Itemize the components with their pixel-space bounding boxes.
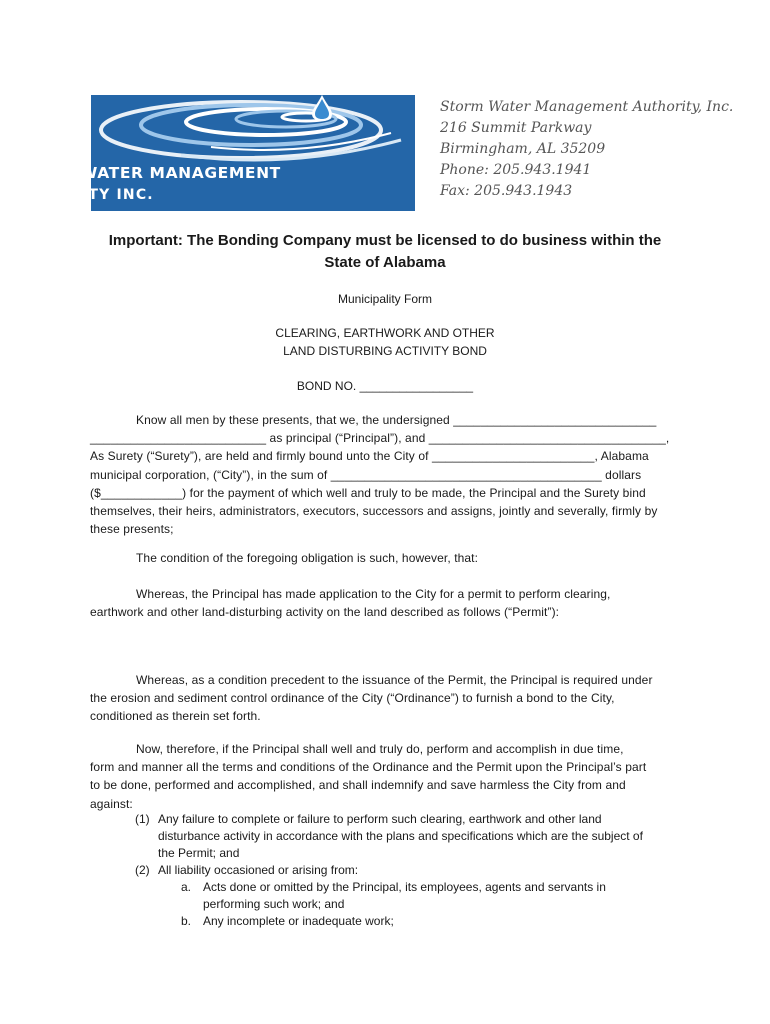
para-line: Now, therefore, if the Principal shall well and truly do, perform and accomplish in due time, (136, 742, 624, 756)
list-letter: a. (181, 880, 192, 894)
address-block (440, 97, 740, 202)
list-line: All liability occasioned or arising from: (158, 863, 359, 877)
para-line: The condition of the foregoing obligation is such, however, that: (136, 551, 479, 565)
list-number: (1) (135, 812, 150, 826)
obligations-list (90, 811, 682, 930)
bond-number-field: BOND NO. _________________ (296, 379, 474, 393)
para-line: these presents; (90, 522, 174, 537)
list-letter: b. (181, 914, 192, 928)
list-line: the Permit; and (158, 846, 240, 860)
know-all-men-paragraph (90, 411, 682, 538)
para-line: As Surety (“Surety”), are held and firmly bound unto the City of ________________________, Alabama (90, 449, 649, 464)
org-name: Storm Water Management Authority, Inc. (440, 99, 734, 115)
now-therefore-paragraph (90, 740, 682, 813)
whereas-permit-paragraph (90, 585, 682, 621)
para-line: form and manner all the terms and conditions of the Ordinance and the Permit upon the Principal’s part (90, 760, 647, 775)
street-address: 216 Summit Parkway (440, 120, 592, 136)
logo-text-line1: STORM WATER MANAGEMENT (9, 164, 281, 182)
para-line: municipal corporation, (“City”), in the sum of ________________________________________ dollars (90, 467, 642, 482)
list-line: performing such work; and (203, 897, 345, 911)
para-line: against: (90, 796, 133, 811)
city-state-zip: Birmingham, AL 35209 (440, 141, 606, 157)
bond-title-line2: LAND DISTURBING ACTIVITY BOND (283, 344, 487, 358)
list-line: Any failure to complete or failure to perform such clearing, earthwork and other land (158, 812, 602, 826)
list-item (90, 811, 682, 862)
para-line: ($____________) for the payment of which well and truly to be made, the Principal and the Surety bind (90, 485, 646, 500)
heading-line2: State of Alabama (324, 254, 446, 271)
whereas-ordinance-paragraph (90, 671, 682, 726)
para-line: themselves, their heirs, administrators, executors, successors and assigns, jointly and severally, firmly by (90, 504, 658, 519)
para-line: Whereas, the Principal has made application to the City for a permit to perform clearing, (136, 587, 611, 601)
fax-number: Fax: 205.943.1943 (440, 183, 573, 199)
list-line: disturbance activity in accordance with the plans and specifications which are the subject of (158, 829, 643, 843)
condition-paragraph (90, 549, 682, 567)
list-subitem (90, 913, 682, 930)
bond-title-line1: CLEARING, EARTHWORK AND OTHER (275, 326, 495, 340)
logo-text-line2: AUTHORITY INC. (9, 187, 154, 203)
phone-number: Phone: 205.943.1941 (440, 162, 592, 178)
heading-line1: Important: The Bonding Company must be licensed to do business within the (108, 232, 662, 249)
para-line: the erosion and sediment control ordinance of the City (“Ordinance”) to furnish a bond to the City, (90, 691, 615, 706)
list-item (90, 862, 682, 879)
para-line: earthwork and other land-disturbing activity on the land described as follows (“Permit”): (90, 605, 560, 620)
list-subitem (90, 879, 682, 913)
para-line: to be done, performed and accomplished, and shall indemnify and save harmless the City from and (90, 778, 626, 793)
list-number: (2) (135, 863, 150, 877)
para-line: Whereas, as a condition precedent to the issuance of the Permit, the Principal is required under (136, 673, 653, 687)
list-line: Acts done or omitted by the Principal, its employees, agents and servants in (203, 880, 606, 894)
para-line: __________________________ as principal (“Principal”), and ___________________________________, (90, 431, 670, 446)
list-line: Any incomplete or inadequate work; (203, 914, 394, 928)
important-notice-heading (80, 230, 690, 274)
para-line: Know all men by these presents, that we, the undersigned ______________________________ (136, 413, 657, 427)
para-line: conditioned as therein set forth. (90, 709, 261, 724)
form-type: Municipality Form (337, 292, 433, 306)
